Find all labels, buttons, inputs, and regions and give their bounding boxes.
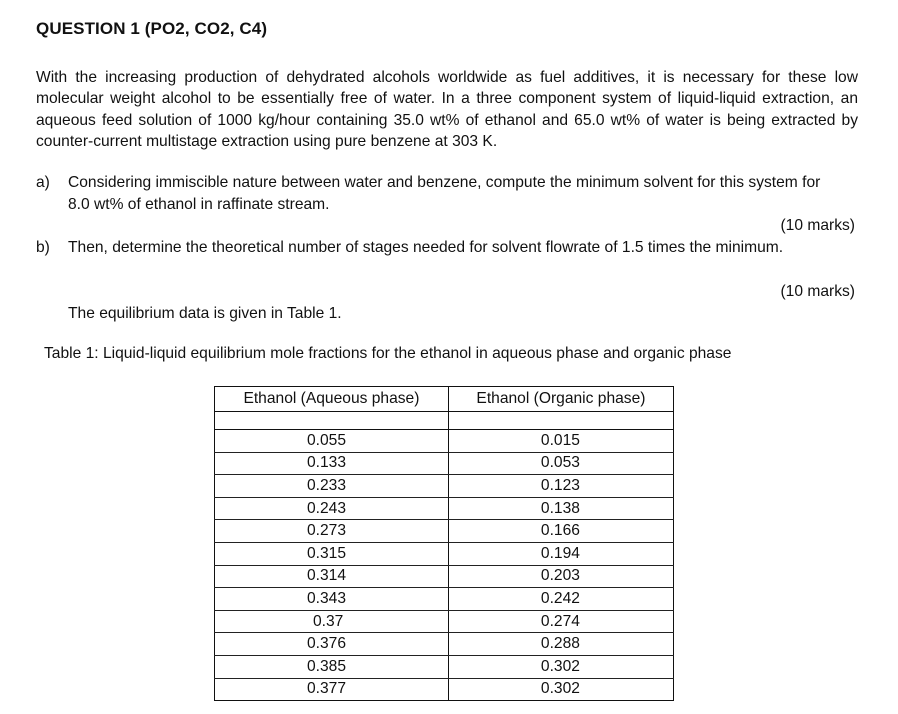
- table-header-row: [215, 387, 674, 412]
- organic-value: 0.166: [448, 520, 673, 543]
- aqueous-value: 0.377: [215, 678, 449, 701]
- problem-statement: With the increasing production of dehydrated alcohols worldwide as fuel additives, it is necessary for these low molecular weight alcohol to be essentially free of water. In a three component system of liquid-liquid extraction, an aqueous feed solution of 1000 kg/hour containing 35.0 wt% of ethanol and 65.0 wt% of water is being extracted by counter-current multistage extraction using pure benzene at 303 K.: [36, 69, 858, 150]
- table-row: [215, 497, 674, 520]
- spacer-cell: [448, 412, 673, 430]
- aqueous-value: 0.343: [215, 588, 449, 611]
- aqueous-value: 0.37: [215, 610, 449, 633]
- table-row: [215, 655, 674, 678]
- table-caption: Table 1: Liquid-liquid equilibrium mole fractions for the ethanol in aqueous phase and organic phase: [44, 345, 732, 362]
- part-a-text: Considering immiscible nature between water and benzene, compute the minimum solvent for this system for 8.0 wt% of ethanol in raffinate stream.: [68, 174, 821, 213]
- part-a-label: a): [36, 174, 50, 191]
- equilibrium-note: The equilibrium data is given in Table 1.: [68, 305, 342, 322]
- table-row: [215, 452, 674, 475]
- question-heading: QUESTION 1 (PO2, CO2, C4): [36, 19, 268, 38]
- table-spacer-row: [215, 412, 674, 430]
- table-row: [215, 520, 674, 543]
- spacer-cell: [215, 412, 449, 430]
- table-row: [215, 565, 674, 588]
- aqueous-value: 0.233: [215, 475, 449, 498]
- table-row: [215, 610, 674, 633]
- table-row: [215, 542, 674, 565]
- organic-value: 0.194: [448, 542, 673, 565]
- organic-value: 0.274: [448, 610, 673, 633]
- table-row: [215, 633, 674, 656]
- organic-value: 0.123: [448, 475, 673, 498]
- aqueous-value: 0.133: [215, 452, 449, 475]
- part-b-marks: (10 marks): [780, 283, 855, 300]
- organic-value: 0.203: [448, 565, 673, 588]
- organic-value: 0.242: [448, 588, 673, 611]
- table-row: [215, 475, 674, 498]
- aqueous-value: 0.243: [215, 497, 449, 520]
- aqueous-value: 0.055: [215, 430, 449, 453]
- aqueous-value: 0.315: [215, 542, 449, 565]
- part-b-label: b): [36, 239, 50, 256]
- header-aqueous: Ethanol (Aqueous phase): [215, 387, 449, 412]
- header-organic: Ethanol (Organic phase): [448, 387, 673, 412]
- organic-value: 0.288: [448, 633, 673, 656]
- aqueous-value: 0.385: [215, 655, 449, 678]
- organic-value: 0.138: [448, 497, 673, 520]
- table-row: [215, 588, 674, 611]
- table-row: [215, 678, 674, 701]
- part-b-text: Then, determine the theoretical number of stages needed for solvent flowrate of 1.5 times the minimum.: [68, 239, 784, 256]
- organic-value: 0.015: [448, 430, 673, 453]
- organic-value: 0.302: [448, 655, 673, 678]
- organic-value: 0.053: [448, 452, 673, 475]
- table-row: [215, 430, 674, 453]
- organic-value: 0.302: [448, 678, 673, 701]
- equilibrium-table: [214, 386, 674, 701]
- aqueous-value: 0.314: [215, 565, 449, 588]
- part-a-marks: (10 marks): [780, 217, 855, 234]
- aqueous-value: 0.273: [215, 520, 449, 543]
- aqueous-value: 0.376: [215, 633, 449, 656]
